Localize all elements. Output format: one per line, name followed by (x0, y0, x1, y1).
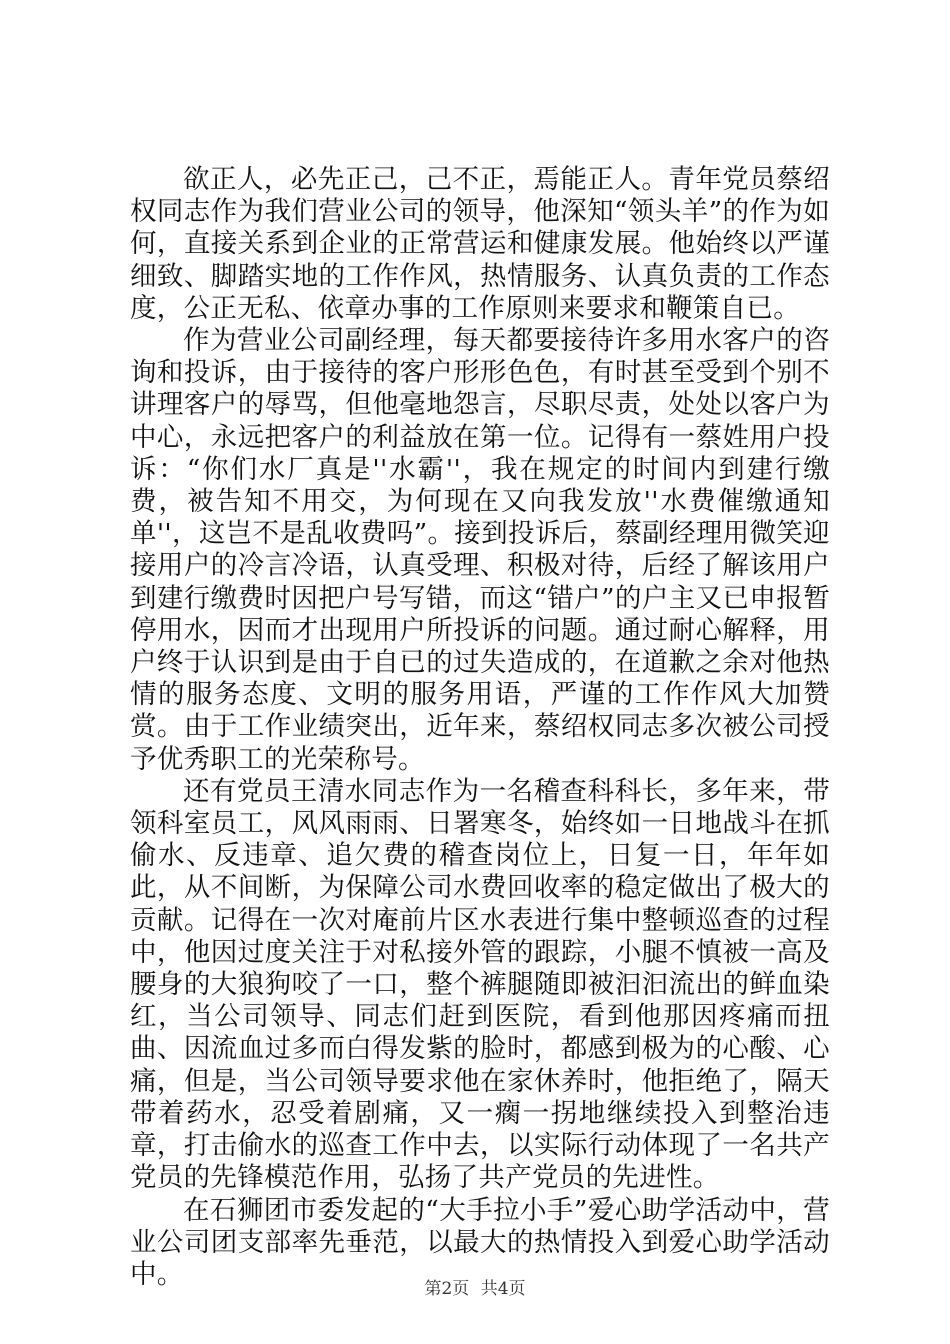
paragraph: 欲正人，必先正己，己不正，焉能正人。青年党员蔡绍权同志作为我们营业公司的领导，他深知“领头羊”的作为如何，直接关系到企业的正常营运和健康发展。他始终以严谨细致、脚踏实地的工作作风，热情服务、认真负责的工作态度，公正无私、依章办事的工作原则来要求和鞭策自已。 (130, 164, 830, 324)
page-total: 共4页 (480, 1279, 526, 1299)
page-number: 第2页 (424, 1279, 470, 1299)
page-footer (0, 1274, 950, 1299)
document-body (130, 164, 830, 1291)
paragraph: 作为营业公司副经理，每天都要接待许多用水客户的咨询和投诉，由于接待的客户形形色色，有时甚至受到个别不讲理客户的辱骂，但他毫地怨言，尽职尽责，处处以客户为中心，永远把客户的利益放在第一位。记得有一蔡姓用户投诉：“你们水厂真是''水霸''，我在规定的时间内到建行缴费，被告知不用交，为何现在又向我发放''水费催缴通知单''，这岂不是乱收费吗”。接到投诉后，蔡副经理用微笑迎接用户的冷言冷语，认真受理、积极对待，后经了解该用户到建行缴费时因把户号写错，而这“错户”的户主又已申报暂停用水，因而才出现用户所投诉的问题。通过耐心解释，用户终于认识到是由于自已的过失造成的，在道歉之余对他热情的服务态度、文明的服务用语，严谨的工作作风大加赞赏。由于工作业绩突出，近年来，蔡绍权同志多次被公司授予优秀职工的光荣称号。 (130, 325, 830, 775)
paragraph: 在石狮团市委发起的“大手拉小手”爱心助学活动中，营业公司团支部率先垂范，以最大的热情投入到爱心助学活动中。 (130, 1194, 830, 1290)
paragraph: 还有党员王清水同志作为一名稽查科科长，多年来，带领科室员工，风风雨雨、日署寒冬，始终如一日地战斗在抓偷水、反违章、追欠费的稽查岗位上，日复一日，年年如此，从不间断，为保障公司水费回收率的稳定做出了极大的贡献。记得在一次对庵前片区水表进行集中整顿巡查的过程中，他因过度关注于对私接外管的跟踪，小腿不慎被一高及腰身的大狼狗咬了一口，整个裤腿随即被汩汩流出的鲜血染红，当公司领导、同志们赶到医院，看到他那因疼痛而扭曲、因流血过多而白得发紫的脸时，都感到极为的心酸、心痛，但是，当公司领导要求他在家休养时，他拒绝了，隔天带着药水，忍受着剧痛，又一瘸一拐地继续投入到整治违章，打击偷水的巡查工作中去，以实际行动体现了一名共产党员的先锋模范作用，弘扬了共产党员的先进性。 (130, 775, 830, 1194)
